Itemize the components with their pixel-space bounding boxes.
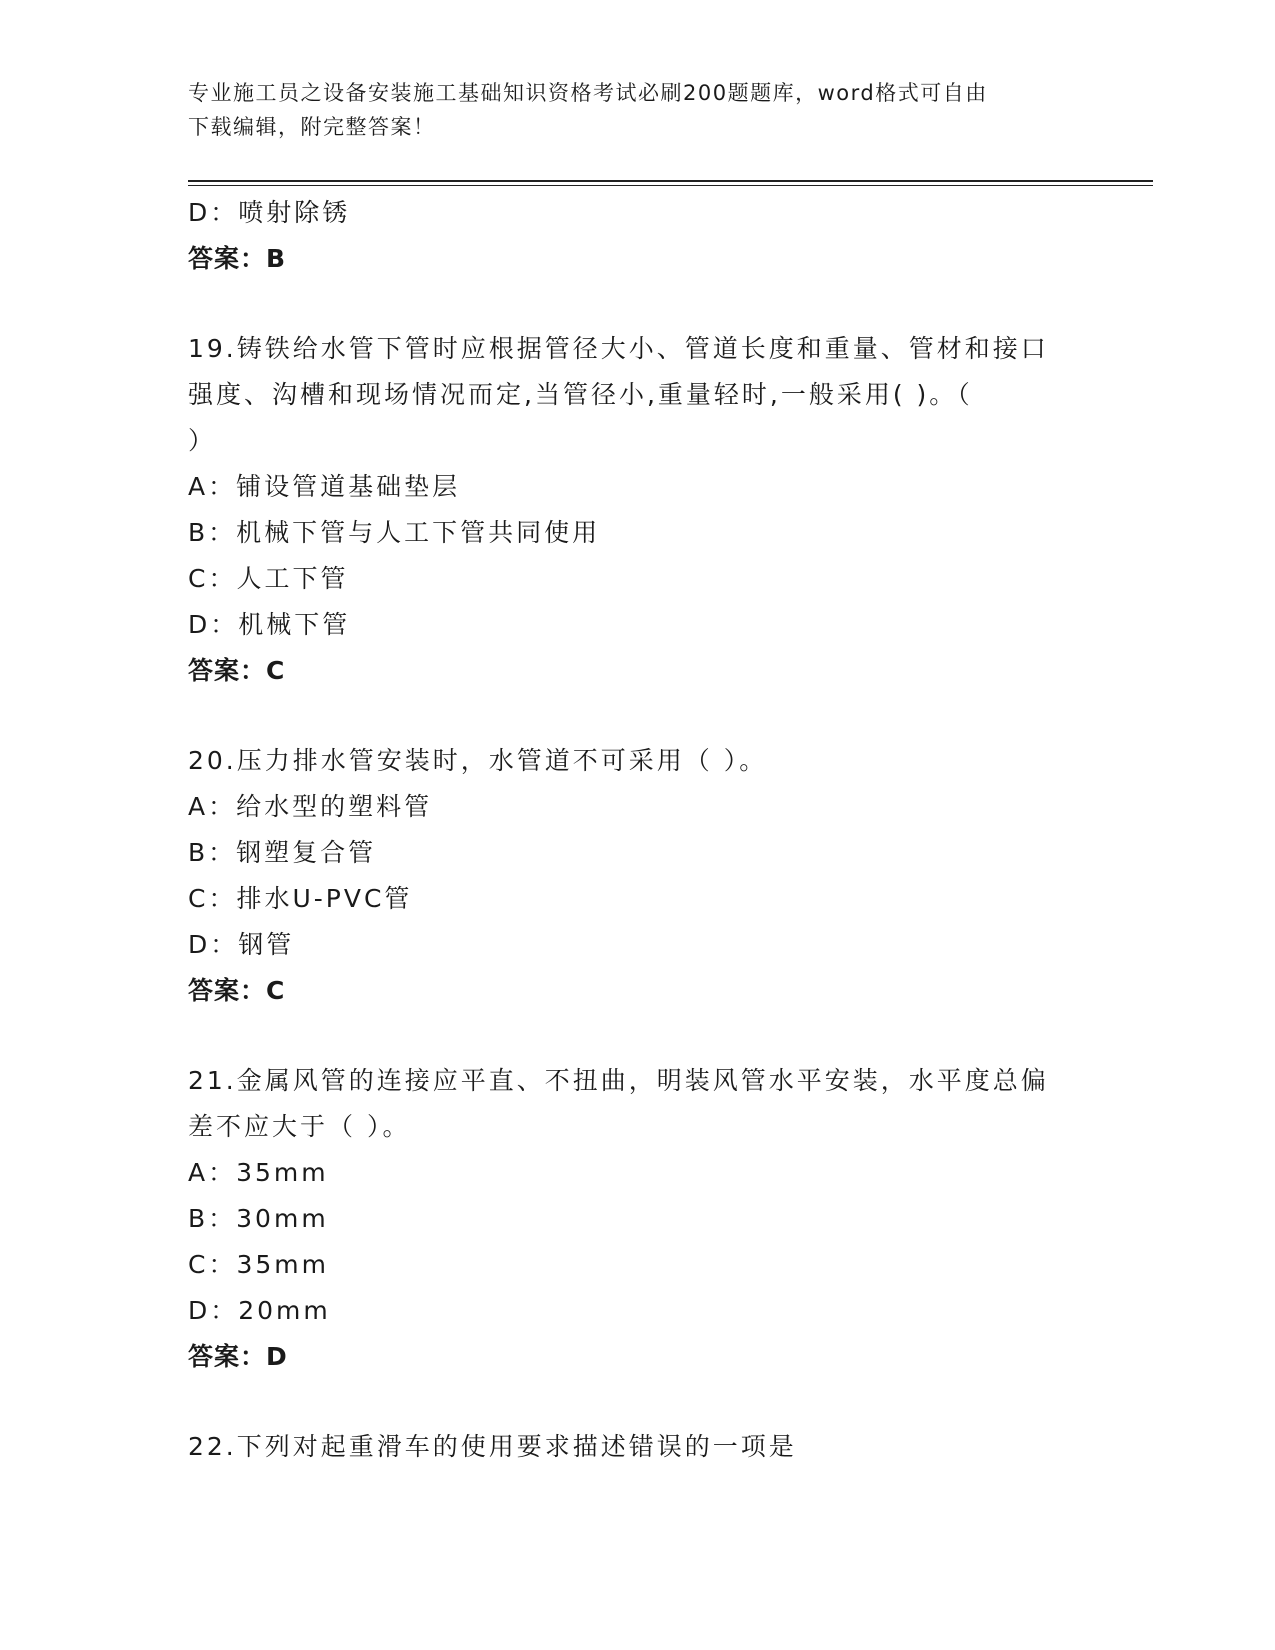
question-21-answer: 答案：D	[188, 1342, 288, 1371]
question-22-line-1: 22.下列对起重滑车的使用要求描述错误的一项是	[188, 1432, 797, 1461]
question-19-option-b: B：机械下管与人工下管共同使用	[188, 518, 601, 547]
document-header	[188, 76, 1068, 144]
question-21-option-b: B：30mm	[188, 1204, 329, 1233]
header-line-1: 专业施工员之设备安装施工基础知识资格考试必刷200题题库，word格式可自由	[188, 81, 988, 105]
question-20-answer: 答案：C	[188, 976, 286, 1005]
question-19-option-a: A：铺设管道基础垫层	[188, 472, 461, 501]
header-line-2: 下载编辑，附完整答案！	[188, 115, 436, 139]
question-19-line-3: ）	[188, 426, 217, 455]
question-19-answer: 答案：C	[188, 656, 286, 685]
question-22	[188, 1424, 1088, 1470]
question-21	[188, 1058, 1088, 1380]
question-content	[188, 190, 1088, 1470]
question-21-option-c: C：35mm	[188, 1250, 329, 1279]
question-20-line-1: 20.压力排水管安装时，水管道不可采用（ ）。	[188, 746, 768, 775]
question-21-line-2: 差不应大于（ ）。	[188, 1112, 411, 1141]
spacer	[188, 282, 1088, 326]
question-19-line-1: 19.铸铁给水管下管时应根据管径大小、管道长度和重量、管材和接口	[188, 334, 1049, 363]
prev-option-d: D：喷射除锈	[188, 198, 351, 227]
header-divider-thick	[188, 180, 1153, 182]
question-20-option-c: C：排水U-PVC管	[188, 884, 413, 913]
question-19-option-c: C：人工下管	[188, 564, 349, 593]
question-20	[188, 738, 1088, 1014]
question-21-line-1: 21.金属风管的连接应平直、不扭曲，明装风管水平安装，水平度总偏	[188, 1066, 1049, 1095]
question-19	[188, 326, 1088, 694]
question-19-option-d: D：机械下管	[188, 610, 351, 639]
question-20-option-b: B：钢塑复合管	[188, 838, 377, 867]
spacer	[188, 694, 1088, 738]
prev-answer: 答案：B	[188, 244, 287, 273]
spacer	[188, 1380, 1088, 1424]
question-21-option-a: A：35mm	[188, 1158, 329, 1187]
question-21-option-d: D：20mm	[188, 1296, 331, 1325]
question-20-option-a: A：给水型的塑料管	[188, 792, 433, 821]
question-19-line-2: 强度、沟槽和现场情况而定,当管径小,重量轻时,一般采用( )。（	[188, 380, 973, 409]
spacer	[188, 1014, 1088, 1058]
question-20-option-d: D：钢管	[188, 930, 295, 959]
header-divider-thin	[188, 185, 1153, 186]
